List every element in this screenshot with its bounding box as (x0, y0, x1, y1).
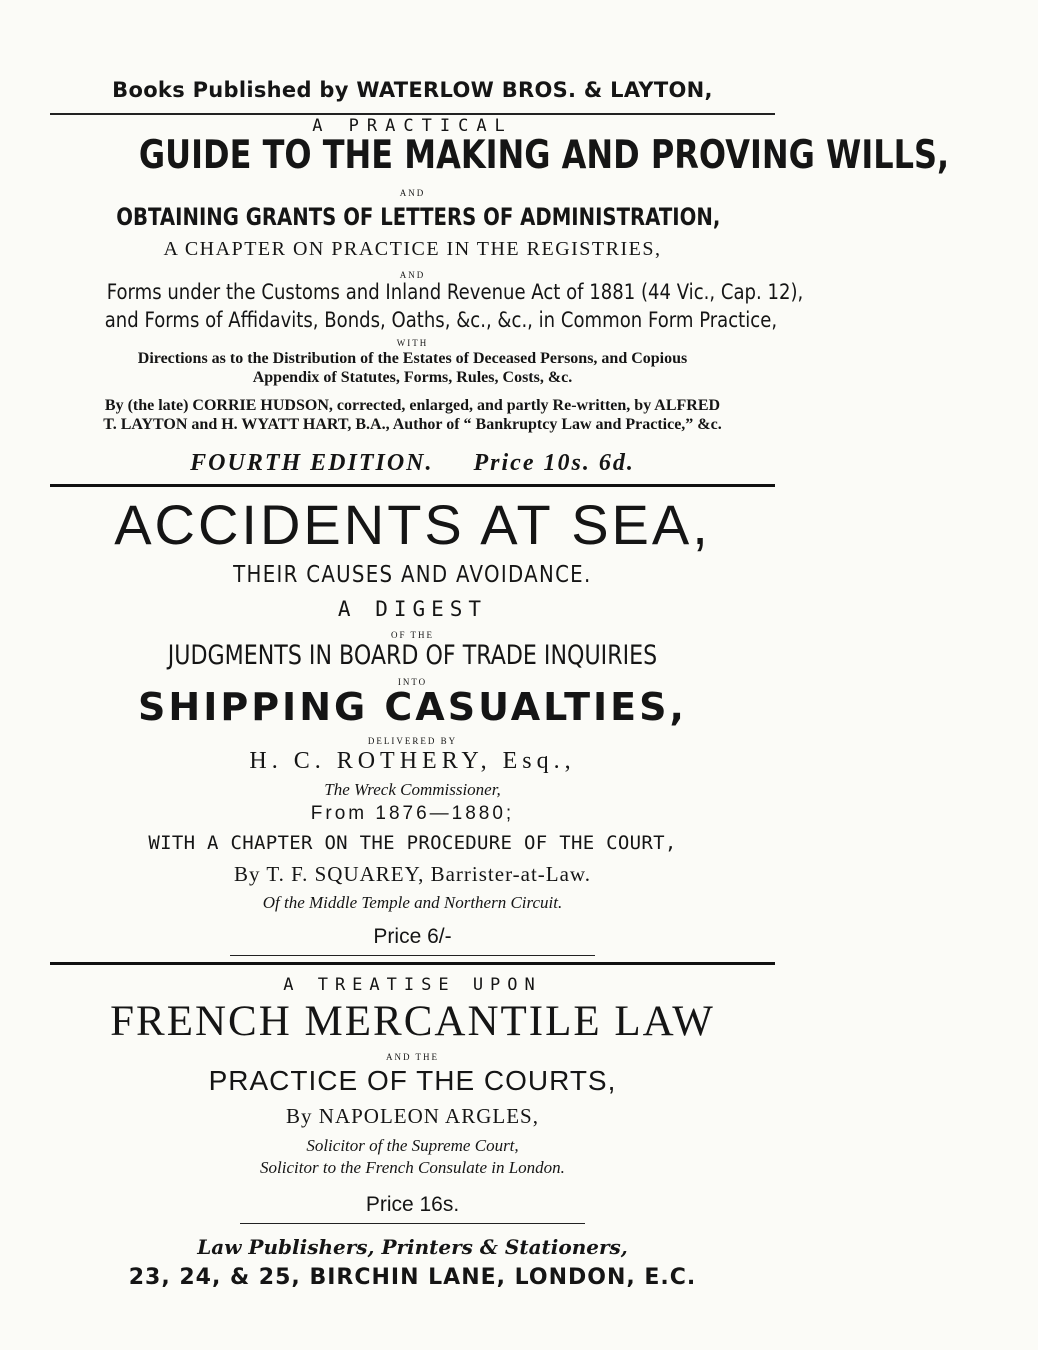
accidents-subtitle-text: THEIR CAUSES AND AVOIDANCE. (233, 562, 592, 588)
accidents-chapter: WITH A CHAPTER ON THE PROCEDURE OF THE COURT, (148, 832, 677, 854)
accidents-into: INTO (397, 677, 428, 687)
wills-directions-line-2: Appendix of Statutes, Forms, Rules, Costs, &c. (252, 369, 573, 386)
wills-forms-line-1 (50, 280, 804, 304)
accidents-title: ACCIDENTS AT SEA, (114, 493, 711, 556)
accidents-of-the: OF THE (390, 630, 435, 640)
wills-with: WITH (396, 338, 429, 348)
section-rule-1 (50, 484, 775, 487)
wills-chapter: A CHAPTER ON PRACTICE IN THE REGISTRIES, (163, 238, 662, 260)
wills-subtitle (50, 203, 775, 231)
accidents-period: From 1876—1880; (310, 803, 515, 824)
advertisement-page (50, 0, 950, 1350)
price-rule-1 (230, 955, 595, 956)
wills-forms-line-2-text: and Forms of Affidavits, Bonds, Oaths, &c., &c., in Common Form Practice, (104, 308, 778, 332)
accidents-subtitle (50, 562, 775, 588)
mercantile-title: FRENCH MERCANTILE LAW (110, 998, 715, 1045)
accidents-by-line: By T. F. SQUAREY, Barrister-at-Law. (233, 862, 591, 886)
wills-edition: FOURTH EDITION. (190, 450, 434, 476)
accidents-judgments (50, 640, 775, 671)
wills-edition-price (50, 450, 775, 477)
wills-price: Price 10s. 6d. (473, 450, 635, 476)
wills-kicker: A PRACTICAL (312, 116, 513, 136)
wills-forms-line-2 (50, 308, 778, 332)
accidents-price: Price 6/- (373, 925, 452, 948)
wills-subtitle-text: OBTAINING GRANTS OF LETTERS OF ADMINISTRATION, (116, 203, 721, 231)
footer-imprint: Law Publishers, Printers & Stationers, (197, 1235, 628, 1259)
accidents-judgments-text: JUDGMENTS IN BOARD OF TRADE INQUIRIES (167, 640, 658, 671)
wills-title (50, 133, 950, 178)
wills-forms-line-1-text: Forms under the Customs and Inland Revenue Act of 1881 (44 Vic., Cap. 12), (106, 280, 804, 304)
mercantile-and-the: AND THE (385, 1052, 440, 1062)
mercantile-by-line: By NAPOLEON ARGLES, (286, 1104, 539, 1128)
section-rule-2 (50, 962, 775, 965)
wills-directions-line-1: Directions as to the Distribution of the Estates of Deceased Persons, and Copious (137, 350, 688, 367)
accidents-author-role: The Wreck Commissioner, (324, 780, 501, 799)
price-rule-2 (240, 1223, 585, 1224)
wills-title-text: GUIDE TO THE MAKING AND PROVING WILLS, (138, 133, 950, 178)
footer-address: 23, 24, & 25, BIRCHIN LANE, LONDON, E.C. (128, 1265, 697, 1290)
mercantile-role-1: Solicitor of the Supreme Court, (306, 1136, 519, 1155)
mercantile-subtitle: PRACTICE OF THE COURTS, (208, 1065, 617, 1096)
accidents-digest: A DIGEST (337, 597, 488, 621)
wills-authors-line-1: By (the late) CORRIE HUDSON, corrected, enlarged, and partly Re-written, by ALFRED (104, 397, 721, 414)
mercantile-price: Price 16s. (365, 1193, 460, 1216)
publisher-header: Books Published by WATERLOW BROS. & LAYTON, (112, 78, 713, 102)
mercantile-role-2: Solicitor to the French Consulate in London. (260, 1158, 565, 1177)
accidents-author: H. C. ROTHERY, Esq., (249, 748, 576, 774)
accidents-shipping-casualties: SHIPPING CASUALTIES, (138, 685, 687, 729)
accidents-affiliation: Of the Middle Temple and Northern Circuit. (262, 893, 563, 912)
wills-and-2: AND (399, 270, 426, 280)
accidents-delivered-by: DELIVERED BY (367, 736, 458, 746)
wills-authors-line-2: T. LAYTON and H. WYATT HART, B.A., Author of “ Bankruptcy Law and Practice,” &c. (103, 416, 722, 433)
mercantile-kicker: A TREATISE UPON (283, 975, 542, 995)
wills-and-1: AND (399, 188, 426, 198)
header-rule (50, 113, 775, 115)
